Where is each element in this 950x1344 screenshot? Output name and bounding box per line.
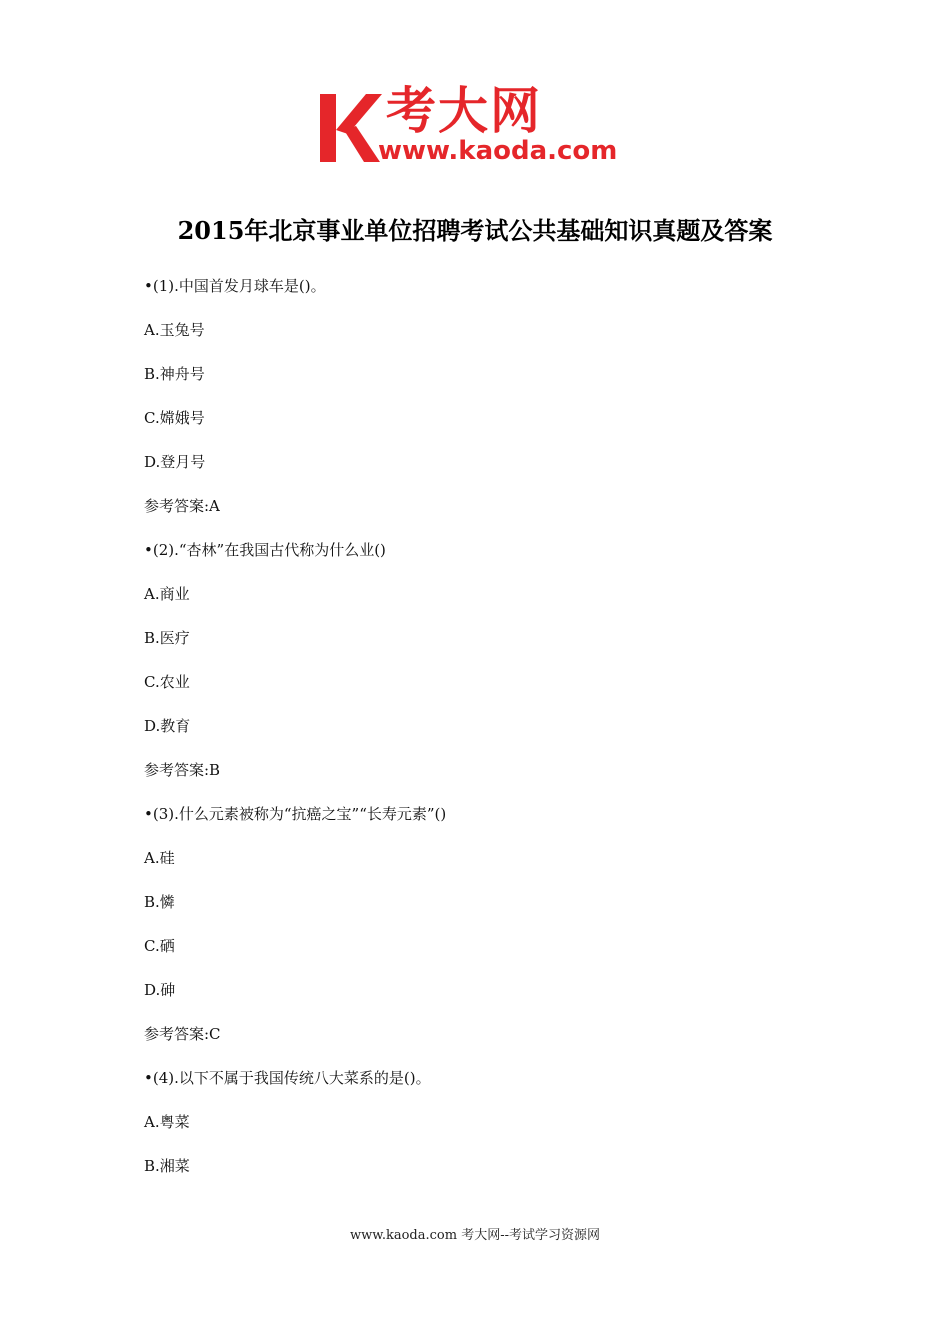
question-2: •(2).“杏林”在我国古代称为什么业(): [144, 541, 386, 559]
q2-option-c: C.农业: [144, 673, 190, 691]
page-title: 2015年北京事业单位招聘考试公共基础知识真题及答案: [177, 216, 773, 245]
q2-option-d: D.教育: [144, 717, 191, 735]
page-footer: www.kaoda.com 考大网--考试学习资源网: [350, 1228, 600, 1243]
q3-option-b: B.憐: [144, 893, 175, 911]
question-4: •(4).以下不属于我国传统八大菜系的是()。: [144, 1069, 431, 1087]
q3-option-a: A.硅: [144, 849, 175, 867]
q1-answer: 参考答案:A: [144, 497, 220, 515]
question-3: •(3).什么元素被称为“抗癌之宝”“长寿元素”(): [144, 805, 447, 823]
q1-option-c: C.嫦娥号: [144, 409, 205, 427]
question-1: •(1).中国首发月球车是()。: [144, 277, 326, 295]
q2-answer: 参考答案:B: [144, 761, 221, 779]
q1-option-d: D.登月号: [144, 453, 206, 471]
q4-option-a: A.粤菜: [144, 1113, 190, 1131]
q1-option-a: A.玉兔号: [144, 321, 205, 339]
q2-option-b: B.医疗: [144, 629, 190, 647]
k-logo-icon: [318, 90, 382, 166]
q3-answer: 参考答案:C: [144, 1025, 221, 1043]
q2-option-a: A.商业: [144, 585, 190, 603]
q3-option-d: D.砷: [144, 981, 176, 999]
site-logo: [318, 84, 640, 172]
logo-chinese-text: 考大网: [386, 82, 542, 140]
question-list: [144, 275, 844, 1199]
q3-option-c: C.硒: [144, 937, 175, 955]
q4-option-b: B.湘菜: [144, 1157, 190, 1175]
q1-option-b: B.神舟号: [144, 365, 205, 383]
logo-url-text: www.kaoda.com: [378, 136, 618, 166]
